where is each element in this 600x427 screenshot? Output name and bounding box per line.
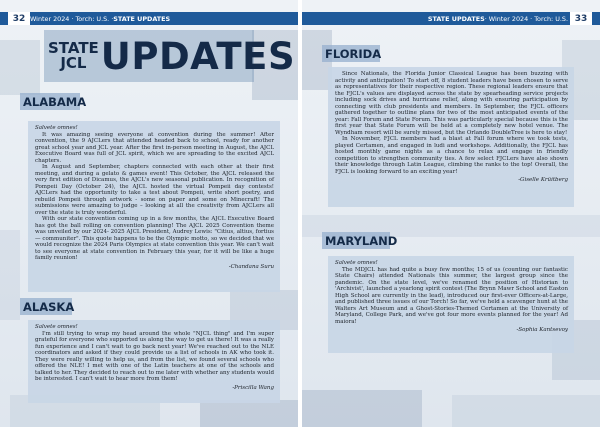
alaska-paragraph-1: I'm still trying to wrap my head around the whole "NJCL thing" and I'm super grateful for everyone who supported us along the way to get us there! It was a really fun experience and I can't wait to go back next year! We've reached out to the NLE coordinators and asked if they could provide us a list of schools in AK who took it. They were really willing to help us, and from the list, we found several schools who offered the NLE! I met with one of the Latin teachers at one of the schools and talked to her. They decided to reach out to me later with whether any students would be interested. I can't wait to hear more from them! (35, 330, 274, 382)
florida-paragraph-2: In November, FJCL members had a blast at Fall forum where we took tests, played Certamen, and engaged in ludi and workshops. Additionally, the FJCL has hosted monthly game nights as a chance to relax and engage in friendly competition to strengthen community ties. A few select FJCLers have also shown their knowledge through Latin League, climbing the ranks to the top! Overall, the FJCL is looking forward to an exciting year! (335, 136, 568, 175)
maryland-heading: MARYLAND (322, 232, 390, 249)
maryland-signature: -Sophia Kantsevoy (516, 327, 568, 333)
alaska-heading: ALASKA (20, 298, 72, 315)
header-section: STATE UPDATES (427, 14, 485, 23)
left-page (0, 0, 298, 427)
florida-heading: FLORIDA (322, 45, 380, 62)
alabama-paragraph-3: With our state convention coming up in a few months, the AJCL Executive Board has got the ball rolling on convention planning! The AJCL 2025 Convention theme was unveiled by our 2024- 2025 AJCL President, Audrey Lewis: "Citius, altius, fortius — communiter". This quote happens to be the Olympic motto, so we decided that we would recognize the 2024 Paris Olympics at state convention this year. We can't wait to see everyone at state convention in February this year, for it will be like a huge family reunion! (35, 216, 274, 261)
maryland-greeting: Salvete omnes! (335, 260, 378, 266)
title-big: UPDATES (100, 34, 296, 78)
page-title (44, 30, 296, 82)
title-small-line1: STATE (48, 39, 99, 57)
decorative-block (0, 230, 20, 320)
decorative-block (452, 395, 600, 427)
florida-article (328, 67, 574, 207)
alabama-article (28, 121, 280, 292)
header-issue: Winter 2024 · Torch: U.S. · (30, 14, 114, 23)
alabama-greeting: Salvete omnes! (35, 125, 78, 131)
florida-signature: -Giselle Krüitberg (518, 177, 568, 183)
alabama-heading: ALABAMA (20, 93, 80, 110)
running-header (302, 12, 600, 25)
header-issue: · Winter 2024 · Torch: U.S. (484, 14, 568, 23)
alabama-signature: -Chandana Suru (228, 263, 274, 270)
title-small-line2: JCL (60, 54, 87, 72)
alabama-paragraph-1: It was amazing seeing everyone at convention during the summer! After convention, the 9 AJCLers that attended headed back to school, ready for another great school year and JCL year. After the first in-person meeting in August, the AJCL Executive Board was full of JCL spirit, which we are spreading to the excited AJCL chapters. (35, 131, 274, 164)
alabama-paragraph-2: In August and September, chapters connected with each other at their first meeting, and during a gelato & games event! This October, the AJCL released the very first edition of Dicamus, the AJCL's new seasonal publication. In recognition of Pompeii Day (October 24), the AJCL hosted the virtual Pompeii day contests! AJCLers had the opportunity to take a test about Pompeii, write short poetry, and rebuild Pompeii through artwork - some on paper and some on Minecraft! The submissions were amazing to judge – looking at all the creativity from AJCLers all over the state is truly wonderful. (35, 164, 274, 216)
header-section: STATE UPDATES (113, 14, 171, 23)
running-header (0, 12, 298, 25)
title-small (48, 41, 99, 71)
maryland-paragraph-1: The MDJCL has had quite a busy few months; 15 of us (counting our fantastic State Chairs) attended Nationals this summer, the largest group since the pandemic. On the state level, we've renamed the position of Historian to 'Archivist', launched a yearlong spirit contest (The Brynn Mawr School and Easton High School are currently in the lead), introduced our first-ever Officers-at-Large, and published three issues of our Torch! So far, we've held a scavenger hunt at the Walters Art Museum and a Ghost-Stories-Themed Certamen at the University of Maryland, College Park, and we've got four more events planned for the year! Ad maiora! (335, 266, 568, 325)
maryland-article (328, 256, 574, 353)
decorative-block (302, 390, 422, 427)
florida-paragraph-1: Since Nationals, the Florida Junior Classical League has been buzzing with activity and anticipation! To start off, 8 student leaders have been chosen to serve as representatives for their respective region. These regional leaders ensure that the FJCL's values are displayed across the state by spearheading service projects including sock drives and hurricane relief, along with ensuring participation by connecting with club presidents and members. In September, the FJCL officers gathered together to outline plans for two of the most anticipated events of the year: Fall Forum and State Forum. This was particularly special because this is the first year that State Forum will be held at a completely new hotel venue. The Wyndham resort will be surely missed, but the Orlando DoubleTree is here to stay! (335, 71, 568, 136)
page-number: 32 (8, 12, 30, 25)
alaska-greeting: Salvete omnes! (35, 324, 78, 330)
right-page (302, 0, 600, 427)
decorative-block (0, 40, 40, 95)
alaska-signature: -Priscilla Wang (232, 384, 274, 391)
page-number: 33 (570, 12, 592, 25)
decorative-block (200, 400, 298, 427)
alaska-article (28, 320, 280, 403)
